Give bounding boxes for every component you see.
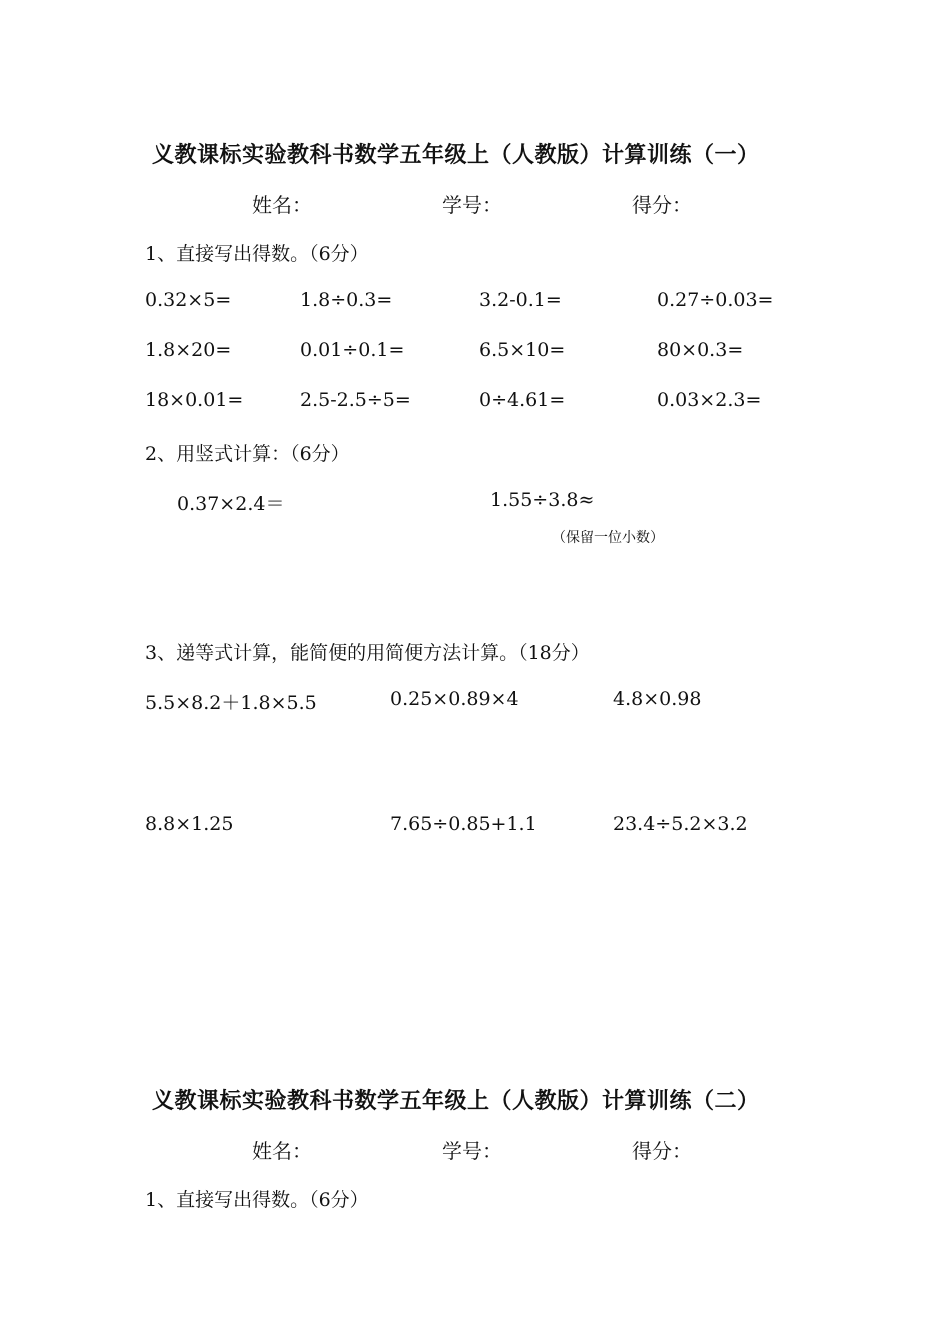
sheet2-score-label: 得分： (632, 1139, 692, 1163)
q1-expression: 2.5-2.5÷5= (300, 389, 411, 411)
q1-expression: 0.32×5= (145, 289, 232, 311)
sheet1-score-label: 得分： (632, 193, 692, 217)
sheet2-name-label: 姓名： (252, 1139, 312, 1163)
q2-rounding-note: （保留一位小数） (552, 530, 664, 546)
q1-expression: 0÷4.61= (479, 389, 566, 411)
q3-expression: 7.65÷0.85+1.1 (390, 813, 537, 835)
q1-expression: 1.8÷0.3= (300, 289, 393, 311)
sheet1-id-label: 学号： (442, 193, 502, 217)
q1-expression: 0.03×2.3= (657, 389, 762, 411)
sheet1-name-label: 姓名： (252, 193, 312, 217)
q2-expression: 1.55÷3.8≈ (490, 489, 595, 511)
sheet2-title: 义教课标实验教科书数学五年级上（人教版）计算训练（二） (152, 1088, 760, 1114)
q3-expression: 23.4÷5.2×3.2 (613, 813, 748, 835)
sheet1-q1-heading: 1、直接写出得数。（6分） (145, 243, 369, 265)
q3-expression: 0.25×0.89×4 (390, 688, 519, 710)
q1-expression: 0.27÷0.03= (657, 289, 774, 311)
sheet2-q1-heading: 1、直接写出得数。（6分） (145, 1189, 369, 1211)
q3-expression: 8.8×1.25 (145, 813, 234, 835)
q1-expression: 3.2-0.1= (479, 289, 562, 311)
q1-expression: 6.5×10= (479, 339, 566, 361)
q1-expression: 80×0.3= (657, 339, 744, 361)
q2-expression: 0.37×2.4＝ (177, 493, 285, 515)
sheet1-q2-heading: 2、用竖式计算：（6分） (145, 443, 350, 465)
sheet1-q3-heading: 3、递等式计算，能简便的用简便方法计算。（18分） (145, 642, 590, 664)
q1-expression: 1.8×20= (145, 339, 232, 361)
sheet1-title: 义教课标实验教科书数学五年级上（人教版）计算训练（一） (152, 142, 760, 168)
q1-expression: 18×0.01= (145, 389, 244, 411)
q1-expression: 0.01÷0.1= (300, 339, 405, 361)
sheet2-id-label: 学号： (442, 1139, 502, 1163)
q3-expression: 5.5×8.2＋1.8×5.5 (145, 692, 317, 714)
q3-expression: 4.8×0.98 (613, 688, 702, 710)
